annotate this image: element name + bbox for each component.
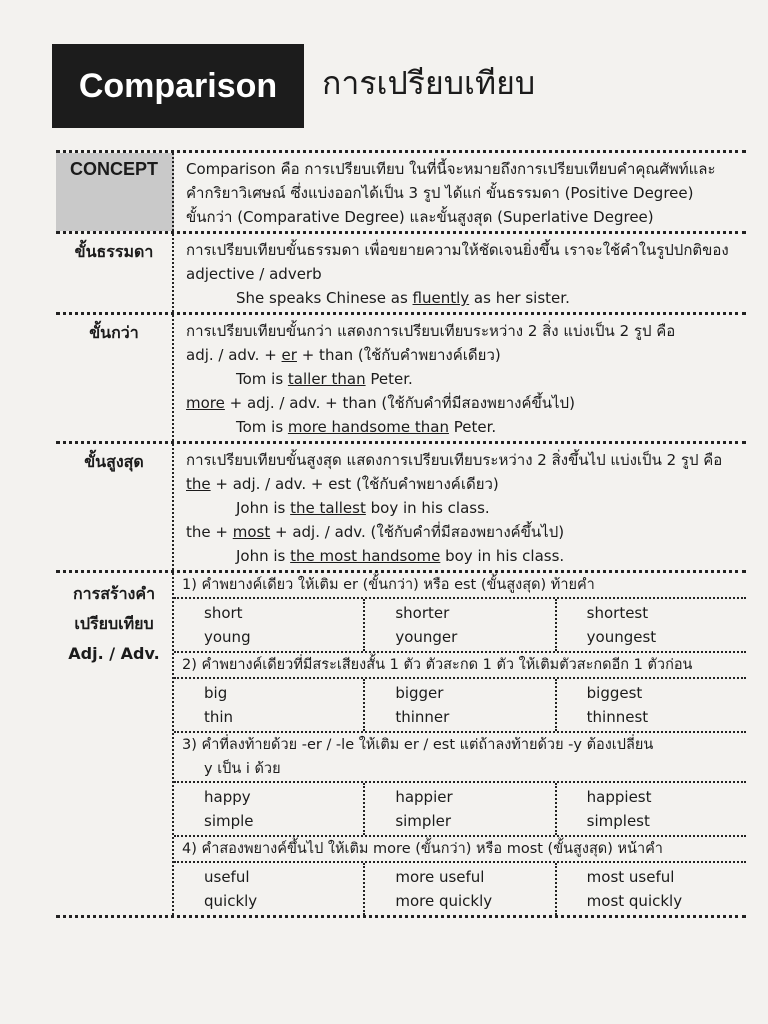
formation-row [56,570,746,915]
comparative-row [56,312,746,441]
rule-heading: 1) คำพยางค์เดียว ให้เติม er (ขั้นกว่า) หรือ est (ขั้นสูงสุด) ท้ายคำ [174,573,746,599]
comparative-rule-2: more + adj. / adv. + than (ใช้กับคำที่มีสองพยางค์ขึ้นไป) [186,394,575,412]
superlative-example-1: John is the tallest boy in his class. [236,499,490,517]
comparative-rule-1: adj. / adv. + er + than (ใช้กับคำพยางค์เดียว) [186,346,501,364]
rule-heading: 4) คำสองพยางค์ขึ้นไป ให้เติม more (ขั้นกว่า) หรือ most (ขั้นสูงสุด) หน้าคำ [174,837,746,863]
rule-examples: big thin bigger thinner biggest thinnest [174,679,746,733]
formation-label: การสร้างคำ เปรียบเทียบ Adj. / Adv. [56,573,174,915]
superlative-example-2: John is the most handsome boy in his class. [236,547,565,565]
rule-heading: 3) คำที่ลงท้ายด้วย -er / -le ให้เติม er / est แต่ถ้าลงท้ายด้วย -y ต้องเปลี่ยน [182,737,654,753]
concept-line: Comparison คือ การเปรียบเทียบ ในที่นี้จะหมายถึงการเปรียบเทียบคำคุณศัพท์และ [186,160,716,178]
grammar-table [56,150,746,918]
comparative-example-1: Tom is taller than Peter. [236,370,413,388]
positive-label: ขั้นธรรมดา [56,234,174,312]
rule-examples: happy simple happier simpler happiest simplest [174,783,746,837]
rule-examples: short young shorter younger shortest youngest [174,599,746,653]
concept-label: CONCEPT [56,153,174,231]
rule-heading: 2) คำพยางค์เดียวที่มีสระเสียงสั้น 1 ตัว ตัวสะกด 1 ตัว ให้เติมตัวสะกดอีก 1 ตัวก่อน [174,653,746,679]
concept-line: ขั้นกว่า (Comparative Degree) และขั้นสูงสุด (Superlative Degree) [186,208,654,226]
rule-heading-block [174,733,746,783]
concept-line: คำกริยาวิเศษณ์ ซึ่งแบ่งออกได้เป็น 3 รูป ได้แก่ ขั้นธรรมดา (Positive Degree) [186,184,694,202]
comparative-description: การเปรียบเทียบขั้นกว่า แสดงการเปรียบเทียบระหว่าง 2 สิ่ง แบ่งเป็น 2 รูป คือ [186,322,676,340]
comparative-label: ขั้นกว่า [56,315,174,441]
rule-examples: useful quickly more useful more quickly most useful most quickly [174,863,746,915]
positive-rule: adjective / adverb [186,265,322,283]
positive-description: การเปรียบเทียบขั้นธรรมดา เพื่อขยายความให้ชัดเจนยิ่งขึ้น เราจะใช้คำในรูปปกติของ [186,241,729,259]
superlative-rule-1: the + adj. / adv. + est (ใช้กับคำพยางค์เดียว) [186,475,499,493]
positive-row [56,231,746,312]
title-badge [56,48,300,124]
concept-row [56,150,746,231]
positive-example: She speaks Chinese as fluently as her sister. [236,289,570,307]
superlative-description: การเปรียบเทียบขั้นสูงสุด แสดงการเปรียบเทียบระหว่าง 2 สิ่งขึ้นไป แบ่งเป็น 2 รูป คือ [186,451,723,469]
title-thai: การเปรียบเทียบ [322,64,536,102]
rule-heading-cont: y เป็น i ด้วย [204,761,281,777]
table-bottom-rule [56,915,746,918]
comparative-example-2: Tom is more handsome than Peter. [236,418,497,436]
superlative-row [56,441,746,570]
title-english: Comparison [78,67,278,105]
superlative-rule-2: the + most + adj. / adv. (ใช้กับคำที่มีสองพยางค์ขึ้นไป) [186,523,565,541]
superlative-label: ขั้นสูงสุด [56,444,174,570]
